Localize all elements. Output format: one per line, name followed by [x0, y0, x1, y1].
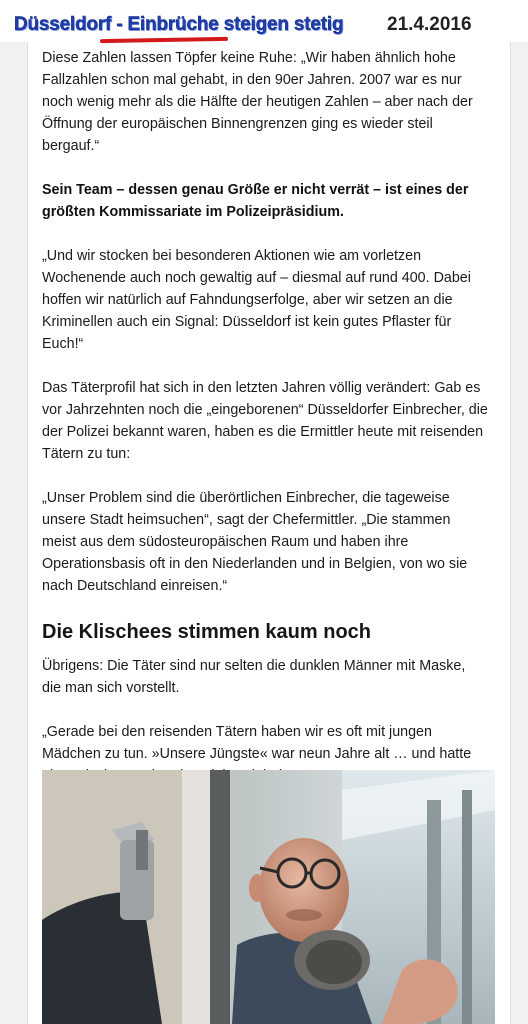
right-margin [510, 0, 528, 1024]
article-body [42, 47, 488, 809]
photo-illustration [42, 770, 495, 1024]
overlay-date: 21.4.2016 [387, 14, 472, 35]
article-photo [42, 770, 495, 1024]
section-heading: Die Klischees stimmen kaum noch [42, 621, 372, 643]
overlay-title: Düsseldorf - Einbrüche steigen stetig [14, 14, 344, 35]
paragraph-3: „Und wir stocken bei besonderen Aktionen wie am vorletzen Wochenende auch noch gewaltig auf – diesmal auf rund 400. Dabei hoffen wir natürlich auf Fahndungserfolge, aber wir setzen an die Kriminellen auch ein Signal: Düsseldorf ist kein gutes Pflaster für Euch!“ [42, 248, 471, 352]
paragraph-1: Diese Zahlen lassen Töpfer keine Ruhe: „Wir haben ähnlich hohe Fallzahlen schon mal gehabt, in den 90er Jahren. 2007 war es nur noch wenig mehr als die Hälfte der heutigen Zahlen – aber nach der Öffnung der europäischen Binnengrenzen ging es wieder steil bergauf.“ [42, 50, 473, 154]
red-underline [100, 37, 228, 43]
paragraph-6: Übrigens: Die Täter sind nur selten die dunklen Männer mit Maske, die man sich vorstellt. [42, 658, 466, 696]
left-margin [0, 0, 28, 1024]
headline-bar [0, 0, 528, 42]
paragraph-5: „Unser Problem sind die überörtlichen Einbrecher, die tageweise unsere Stadt heimsuchen“, sagt der Chefermittler. „Die stammen meist aus dem südosteuropäischen Raum und haben ihre Operationsbasis oft in den Niederlanden und in Belgien, von wo sie nach Deutschland einreisen.“ [42, 490, 468, 594]
paragraph-7: „Gerade bei den reisenden Tätern haben wir es oft mit jungen Mädchen zu tun. »Unsere Jüngste« war neun Jahre alt … und hatte [42, 724, 472, 762]
paragraph-bold: Sein Team – dessen genau Größe er nicht verrät – ist eines der größten Kommissariate im Polizeipräsidium. [42, 182, 469, 220]
paragraph-4: Das Täterprofil hat sich in den letzten Jahren völlig verändert: Gab es vor Jahrzehnten noch die „eingeborenen“ Düsseldorfer Einbrecher, die der Polizei bekannt waren, haben es die Ermittler heute mit reisenden Tätern zu tun: [42, 380, 488, 462]
